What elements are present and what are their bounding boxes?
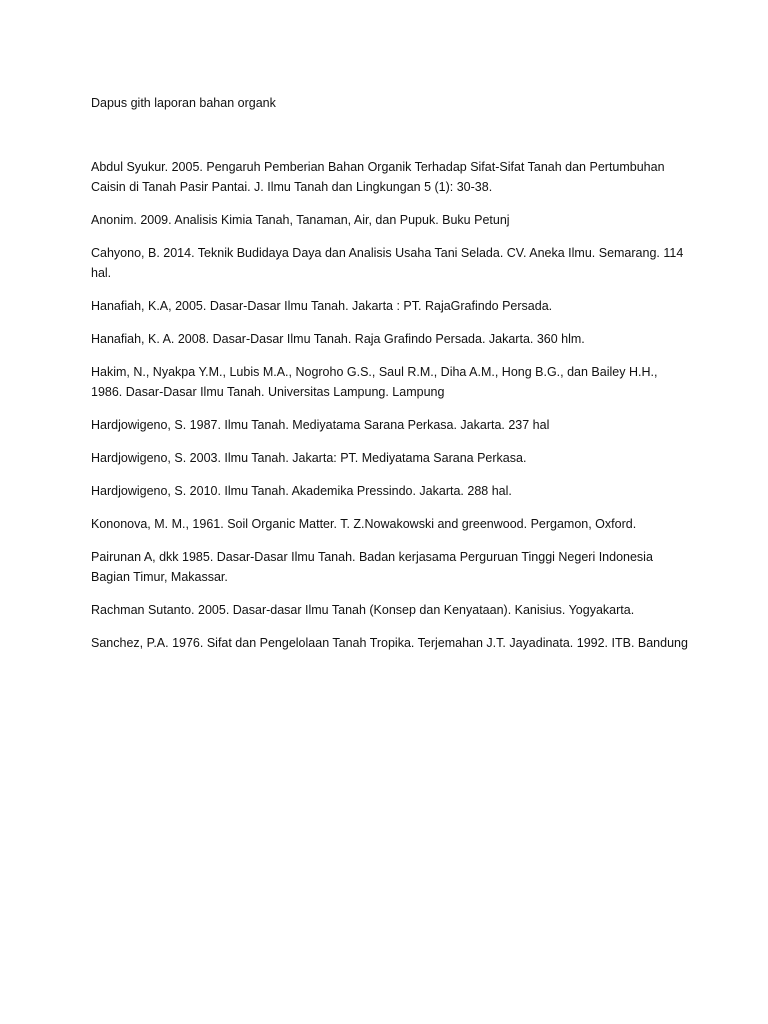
reference-list [91,157,691,666]
reference-item: Pairunan A, dkk 1985. Dasar-Dasar Ilmu Tanah. Badan kerjasama Perguruan Tinggi Negeri Indonesia Bagian Timur, Makassar. [91,550,653,584]
reference-item: Hanafiah, K. A. 2008. Dasar-Dasar Ilmu Tanah. Raja Grafindo Persada. Jakarta. 360 hlm. [91,332,585,346]
reference-item: Cahyono, B. 2014. Teknik Budidaya Daya dan Analisis Usaha Tani Selada. CV. Aneka Ilmu. Semarang. 114 hal. [91,246,684,280]
document-title: Dapus gith laporan bahan organk [91,96,276,110]
reference-item: Kononova, M. M., 1961. Soil Organic Matter. T. Z.Nowakowski and greenwood. Pergamon, Oxford. [91,517,637,531]
reference-item: Rachman Sutanto. 2005. Dasar-dasar Ilmu Tanah (Konsep dan Kenyataan). Kanisius. Yogyakarta. [91,603,635,617]
reference-item: Hardjowigeno, S. 2003. Ilmu Tanah. Jakarta: PT. Mediyatama Sarana Perkasa. [91,451,527,465]
reference-item: Hardjowigeno, S. 2010. Ilmu Tanah. Akademika Pressindo. Jakarta. 288 hal. [91,484,512,498]
reference-item: Sanchez, P.A. 1976. Sifat dan Pengelolaan Tanah Tropika. Terjemahan J.T. Jayadinata. 1992. ITB. Bandung [91,636,688,650]
reference-item: Anonim. 2009. Analisis Kimia Tanah, Tanaman, Air, dan Pupuk. Buku Petunj [91,213,510,227]
reference-item: Hakim, N., Nyakpa Y.M., Lubis M.A., Nogroho G.S., Saul R.M., Diha A.M., Hong B.G., dan Bailey H.H., 1986. Dasar-Dasar Ilmu Tanah. Universitas Lampung. Lampung [91,365,658,399]
reference-item: Abdul Syukur. 2005. Pengaruh Pemberian Bahan Organik Terhadap Sifat-Sifat Tanah dan Pertumbuhan Caisin di Tanah Pasir Pantai. J. Ilmu Tanah dan Lingkungan 5 (1): 30-38. [91,160,665,194]
reference-item: Hardjowigeno, S. 1987. Ilmu Tanah. Mediyatama Sarana Perkasa. Jakarta. 237 hal [91,418,550,432]
reference-item: Hanafiah, K.A, 2005. Dasar-Dasar Ilmu Tanah. Jakarta : PT. RajaGrafindo Persada. [91,299,553,313]
